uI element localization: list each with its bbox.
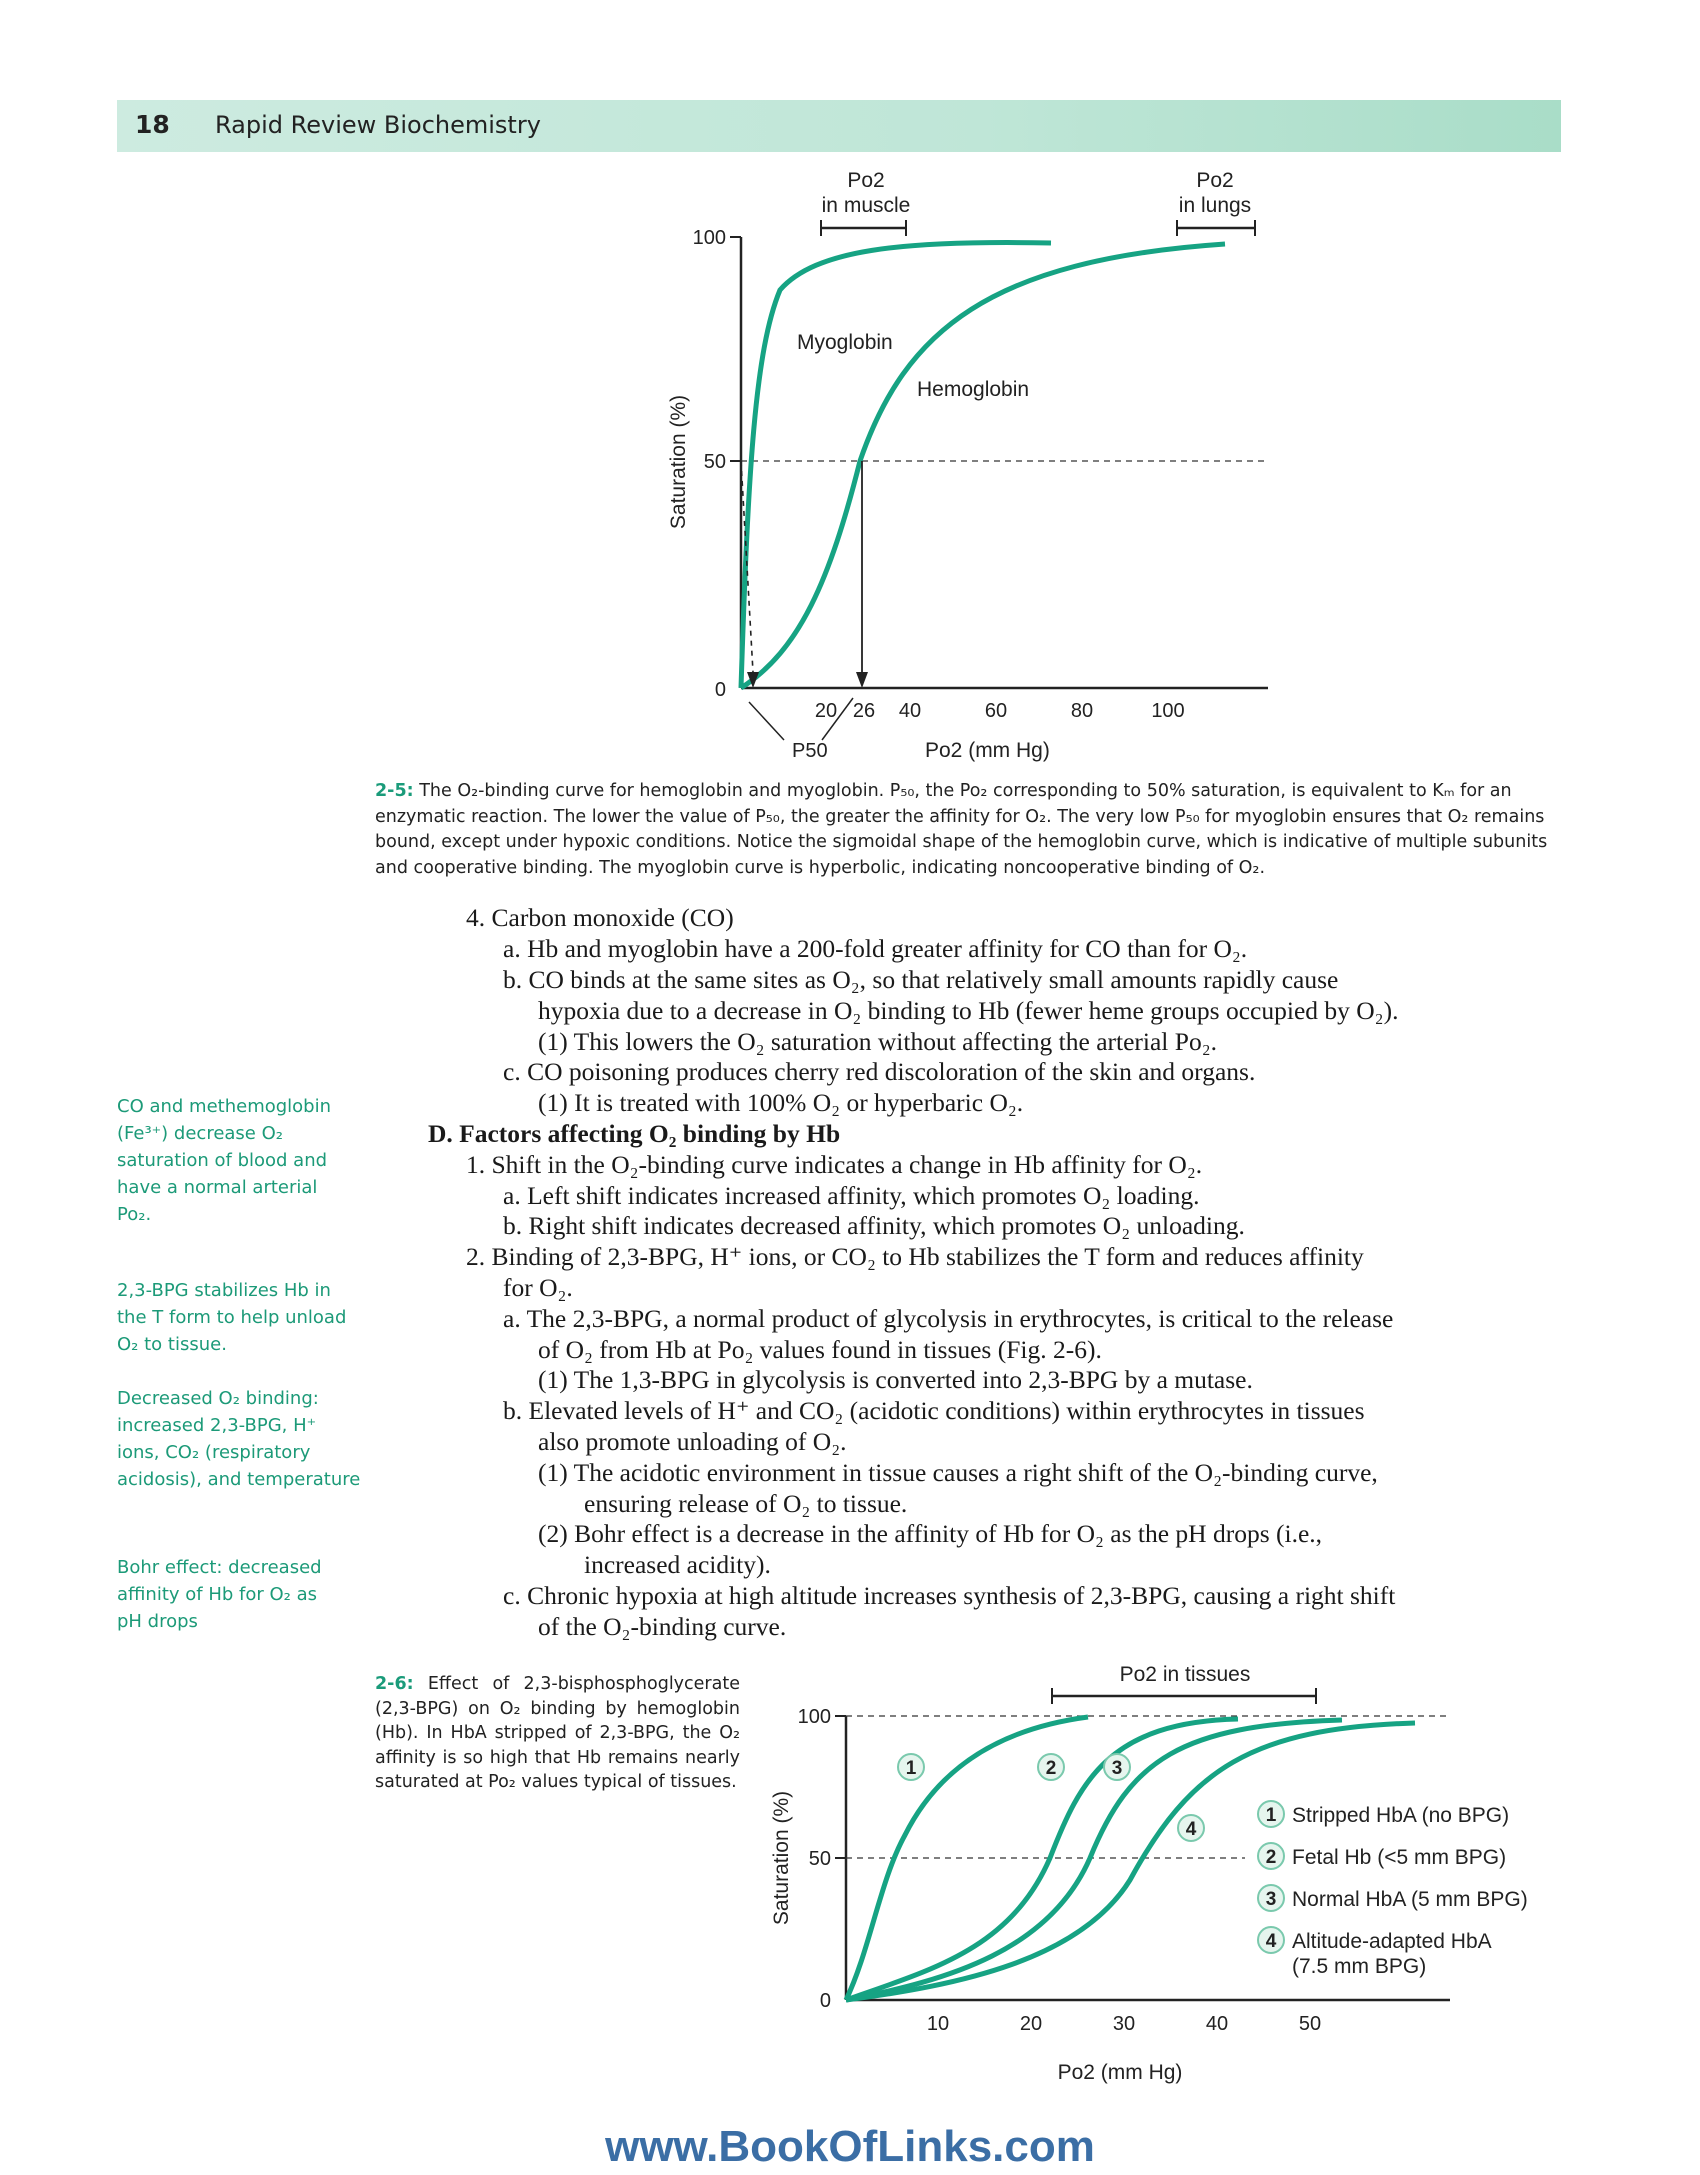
p50-label: P50 <box>792 740 828 762</box>
item-d2: 2. Binding of 2,3-BPG, H⁺ ions, or CO₂ to Hb stabilizes the T form and reduces affinity <box>466 1242 1364 1271</box>
item-d1a: a. Left shift indicates increased affinity, which promotes O₂ loading. <box>503 1181 1200 1210</box>
svg-text:3: 3 <box>1265 1889 1277 1910</box>
sidebar-note-bohr: Bohr effect: decreased affinity of Hb for O₂ as pH drops <box>117 1557 322 1632</box>
y-tick-50: 50 <box>703 451 726 473</box>
curve-marker-1 <box>898 1754 924 1780</box>
x-tick-30-2: 30 <box>1112 2013 1136 2035</box>
svg-text:4: 4 <box>1185 1819 1197 1840</box>
item-4b: b. CO binds at the same sites as O₂, so that relatively small amounts rapidly cause <box>503 965 1339 994</box>
myoglobin-label: Myoglobin <box>797 331 893 354</box>
y-axis-label: Saturation (%) <box>667 394 690 530</box>
item-d2a-1: (1) The 1,3-BPG in glycolysis is converted into 2,3-BPG by a mutase. <box>538 1365 1253 1394</box>
hemoglobin-label: Hemoglobin <box>917 378 1030 401</box>
x-tick-20: 20 <box>814 700 838 722</box>
item-d2b-1-cont: ensuring release of O₂ to tissue. <box>584 1489 908 1518</box>
item-4b-1: (1) This lowers the O₂ saturation without affecting the arterial Po₂. <box>538 1027 1217 1056</box>
po2-muscle-annotation <box>821 169 910 236</box>
y-tick-0-2: 0 <box>819 1990 831 2012</box>
item-d2c: c. Chronic hypoxia at high altitude increases synthesis of 2,3-BPG, causing a right shift <box>503 1581 1396 1610</box>
po2-muscle-label-1: Po2 <box>847 169 885 192</box>
item-4-carbon-monoxide: 4. Carbon monoxide (CO) <box>466 903 734 932</box>
po2-tissues-annotation <box>1052 1663 1316 1704</box>
x-axis-label-2: Po2 (mm Hg) <box>1057 2061 1183 2084</box>
legend-1-text: Stripped HbA (no BPG) <box>1292 1804 1510 1827</box>
item-d2a-cont: of O₂ from Hb at Po₂ values found in tissues (Fig. 2-6). <box>538 1335 1102 1364</box>
item-4c: c. CO poisoning produces cherry red discoloration of the skin and organs. <box>503 1057 1256 1086</box>
item-d2c-cont: of the O₂-binding curve. <box>538 1612 787 1641</box>
item-d2b: b. Elevated levels of H⁺ and CO₂ (acidotic conditions) within erythrocytes in tissues <box>503 1396 1365 1425</box>
sidebar-note-bpg: 2,3-BPG stabilizes Hb in the T form to help unload O₂ to tissue. <box>117 1280 347 1355</box>
figure-2-5-chart <box>0 0 1700 800</box>
legend <box>1258 1801 1528 1978</box>
book-title: Rapid Review Biochemistry <box>215 111 541 139</box>
y-tick-100-2: 100 <box>797 1706 831 1728</box>
figure-2-6-caption-text: Effect of 2,3-bisphosphoglycerate (2,3-BPG) on O₂ binding by hemoglobin (Hb). In HbA stripped of 2,3-BPG, the O₂ affinity is so high that Hb remains nearly saturated at Po₂ values typical of tissues. <box>375 1674 740 1792</box>
po2-lungs-annotation <box>1177 169 1255 236</box>
section-d-heading: D. Factors affecting O₂ binding by Hb <box>428 1119 841 1148</box>
item-d2b-2-cont: increased acidity). <box>584 1550 771 1579</box>
item-d2b-cont: also promote unloading of O₂. <box>538 1427 847 1456</box>
legend-3-text: Normal HbA (5 mm BPG) <box>1292 1888 1528 1911</box>
sidebar-note-decreased-binding: Decreased O₂ binding: increased 2,3-BPG, H⁺ ions, CO₂ (respiratory acidosis), and temperature <box>117 1388 361 1490</box>
x-tick-10-2: 10 <box>926 2013 950 2035</box>
page-number: 18 <box>135 110 170 139</box>
curve-marker-3 <box>1104 1754 1130 1780</box>
x-tick-20-2: 20 <box>1019 2013 1043 2035</box>
svg-text:1: 1 <box>905 1758 917 1779</box>
item-4a: a. Hb and myoglobin have a 200-fold greater affinity for CO than for O₂. <box>503 934 1248 963</box>
x-tick-26: 26 <box>852 700 876 722</box>
item-d2-cont: for O₂. <box>503 1273 573 1302</box>
footer-watermark[interactable]: www.BookOfLinks.com <box>605 2122 1095 2171</box>
item-d2b-1: (1) The acidotic environment in tissue causes a right shift of the O₂-binding curve, <box>538 1458 1378 1487</box>
curve-marker-4 <box>1178 1815 1204 1841</box>
legend-4-text: Altitude-adapted HbA <box>1292 1930 1492 1953</box>
item-d2a: a. The 2,3-BPG, a normal product of glycolysis in erythrocytes, is critical to the release <box>503 1304 1394 1333</box>
x-tick-100: 100 <box>1151 700 1185 722</box>
item-d1: 1. Shift in the O₂-binding curve indicates a change in Hb affinity for O₂. <box>466 1150 1203 1179</box>
svg-text:2: 2 <box>1265 1847 1277 1868</box>
po2-tissues-label: Po2 in tissues <box>1119 1663 1251 1686</box>
legend-2-text: Fetal Hb (<5 mm BPG) <box>1292 1846 1507 1869</box>
curve-marker-2 <box>1038 1754 1064 1780</box>
figure-2-5-id: 2-5: <box>375 781 414 801</box>
x-tick-40: 40 <box>898 700 922 722</box>
figure-2-6-id: 2-6: <box>375 1674 414 1694</box>
figure-2-6-chart <box>0 1650 1700 2100</box>
x-tick-50-2: 50 <box>1298 2013 1322 2035</box>
po2-lungs-label-1: Po2 <box>1196 169 1234 192</box>
item-d2b-2: (2) Bohr effect is a decrease in the affinity of Hb for O₂ as the pH drops (i.e., <box>538 1519 1323 1548</box>
hemoglobin-curve <box>741 244 1225 688</box>
item-d1b: b. Right shift indicates decreased affinity, which promotes O₂ unloading. <box>503 1211 1245 1240</box>
svg-text:4: 4 <box>1265 1931 1277 1952</box>
y-axis-label-2: Saturation (%) <box>770 1790 793 1926</box>
y-tick-50-2: 50 <box>808 1848 831 1870</box>
svg-text:3: 3 <box>1111 1758 1123 1779</box>
x-tick-40-2: 40 <box>1205 2013 1229 2035</box>
figure-2-5-caption-text: The O₂-binding curve for hemoglobin and myoglobin. P₅₀, the Po₂ corresponding to 50% saturation, is equivalent to Kₘ for an enzymatic reaction. The lower the value of P₅₀, the greater the affinity for O₂. The very low P₅₀ for myoglobin ensures that O₂ remains bound, except under hypoxic conditions. Notice the sigmoidal shape of the hemoglobin curve, which is indicative of multiple subunits and cooperative binding. The myoglobin curve is hyperbolic, indicating noncooperative binding of O₂. <box>375 781 1548 878</box>
figure-2-5-caption <box>375 779 1561 881</box>
y-tick-0: 0 <box>714 679 726 701</box>
svg-text:1: 1 <box>1265 1805 1277 1826</box>
item-4c-1: (1) It is treated with 100% O₂ or hyperbaric O₂. <box>538 1088 1024 1117</box>
x-tick-80: 80 <box>1070 700 1094 722</box>
svg-text:2: 2 <box>1045 1758 1057 1779</box>
y-tick-100: 100 <box>692 227 726 249</box>
legend-4-text-2: (7.5 mm BPG) <box>1292 1955 1427 1978</box>
item-4b-cont: hypoxia due to a decrease in O₂ binding to Hb (fewer heme groups occupied by O₂). <box>538 996 1399 1025</box>
x-tick-60: 60 <box>984 700 1008 722</box>
myoglobin-curve <box>741 243 1051 688</box>
po2-muscle-label-2: in muscle <box>821 194 911 217</box>
x-axis-label: Po2 (mm Hg) <box>925 739 1050 762</box>
po2-lungs-label-2: in lungs <box>1178 194 1252 217</box>
sidebar-note-co: CO and methemoglobin (Fe³⁺) decrease O₂ saturation of blood and have a normal arterial Po₂. <box>117 1096 332 1225</box>
